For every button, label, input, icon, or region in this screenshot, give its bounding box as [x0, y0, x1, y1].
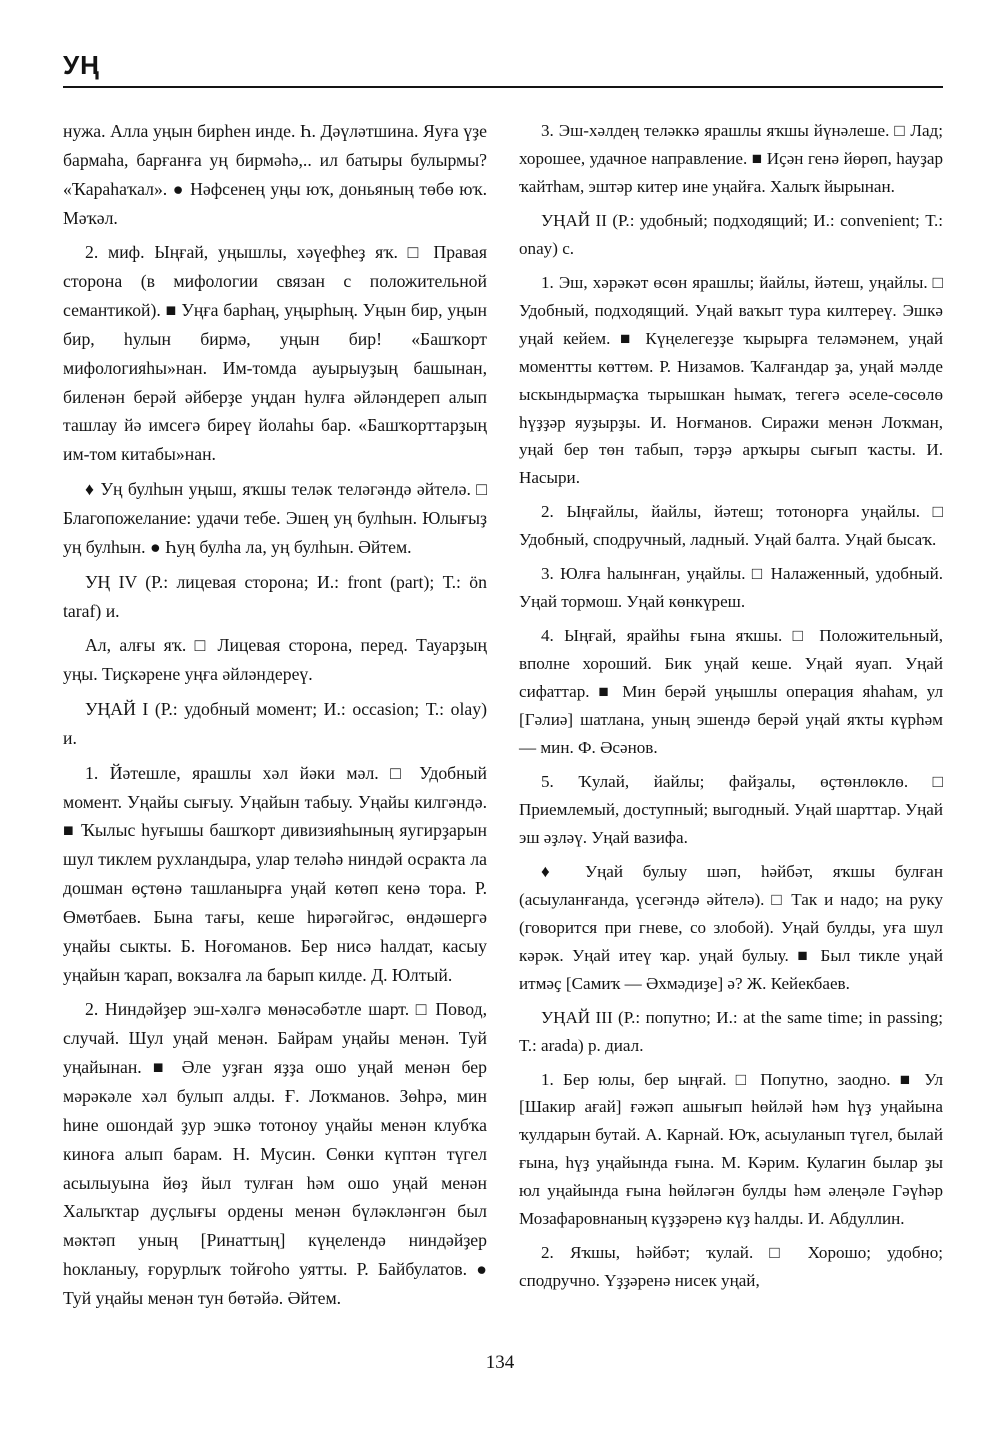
left-paragraph: 2. Ниндәйҙер эш-хәлгә мөнәсәбәтле шарт. □ Повод, случай. Шул уңай менән. Байрам уңайы менән. Туй уңайынан. ■ Әле уҙған яҙҙа ошо уңай менән бер мәрәкәле хәл булып алды. Ғ. Лоҡманов. Зөһрә, мин һине ошондай ҙур эшкә тотоноу уңайы менән клубҡа киноға алып барам. Н. Мусин. Сөнки күптән түгел асылыуына йөҙ йыл тулған һәм ошо уңай менән Халыҡтар дуҫлығы ордены менән бүләкләнгән был мәктәп уның [Ринаттың] күңелендә ниндәйҙер һокланыу, ғорурлыҡ тойғоһо уятты. Р. Байбулатов. ● Туй уңайы менән тун бөтәйә. Әйтем.: [63, 999, 487, 1308]
right-paragraph: ♦ Уңай булыу шәп, һәйбәт, яҡшы булған (асыуланғанда, үсегәндә әйтелә). □ Так и надо; на руку (говорится при гневе, со злобой). Уңай булды, уға шул кәрәк. Уңай итеү ҡар. уңай булыу. ■ Был тикле уңай итмәҫ [Самиҡ — Әхмәдиҙе] ә? Ж. Кейекбаев.: [519, 861, 943, 993]
right-paragraph: 3. Юлға һалынған, уңайлы. □ Налаженный, удобный. Уңай тормош. Уңай көнкүреш.: [519, 564, 943, 612]
right-paragraph: 4. Ыңғай, ярайһы ғына яҡшы. □ Положительный, вполне хороший. Бик уңай кеше. Уңай яуап. Уңай сифаттар. ■ Мин берәй уңышлы операция яһаһам, ул [Гәлиә] шатлана, уның эшендә берәй уңай яҡты күрһәм — мин. Ф. Әсәнов.: [519, 626, 943, 758]
right-paragraph: 1. Эш, хәрәкәт өсөн ярашлы; йайлы, йәтеш, уңайлы. □ Удобный, подходящий. Уңай ваҡыт тура килтереү. Эшкә уңай кейем. ■ Күңелегеҙҙе ҡырырға теләмәнем, уңай моментты көттөм. Р. Низамов. Ҡалғандар ҙа, уңай мәлде ыскындырмаҫҡа тырышкан һымаҡ, тегегә әселе-сөсөлө һүҙҙәр яуҙырҙы. И. Ноғманов. Сиражи менән Лоҡман, уңай бер төн табып, тәрҙә арҡыры сығып ҡасты. И. Насыри.: [519, 272, 943, 488]
left-column: [63, 117, 487, 1319]
right-paragraph: 5. Ҡулай, йайлы; файҙалы, өҫтөнлөклө. □ Приемлемый, доступный; выгодный. Уңай шарттар. Уңай эш әҙләү. Уңай вазифа.: [519, 771, 943, 847]
left-paragraph: 1. Йәтешле, ярашлы хәл йәки мәл. □ Удобный момент. Уңайы сығыу. Уңайын табыу. Уңайы килгәндә. ■ Ҡылыс һуғышы башҡорт дивизияһының яугирҙарын шул тиклем рухландыра, улар теләһә ниндәй осракта ла дошман өҫтөнә ташланырға уңай көтөп кенә тора. Р. Өмөтбаев. Бына тағы, кеше һирәгәйгәс, өндәшергә уңайы сыкты. Б. Ноғоманов. Бер нисә һалдат, касыу уңайын ҡарап, вокзалға ла барып килде. Д. Юлтый.: [63, 762, 487, 985]
left-paragraph: Ал, алғы яҡ. □ Лицевая сторона, перед. Тауарҙың уңы. Тиҫкәрене уңға әйләндереү.: [63, 635, 487, 685]
right-paragraph: 3. Эш-хәлдең теләккә ярашлы яҡшы йүнәлеше. □ Лад; хорошее, удачное направление. ■ Иҫән генә йөрөп, һауҙар ҡайтһам, эштәр китер ине уңайға. Халыҡ йырынан.: [519, 121, 943, 196]
right-column: [519, 117, 943, 1301]
running-header: [63, 46, 943, 88]
page-number: 134: [485, 1352, 515, 1373]
left-paragraph: УҢАЙ I (Р.: удобный момент; И.: occasion; Т.: olay) и.: [63, 699, 487, 748]
right-paragraph: УҢАЙ II (Р.: удобный; подходящий; И.: convenient; Т.: onay) с.: [519, 210, 943, 258]
right-paragraph: 2. Яҡшы, һәйбәт; ҡулай. □ Хорошо; удобно; сподручно. Үҙҙәренә нисек уңай,: [519, 1243, 943, 1291]
left-paragraph: ♦ Уң булһын уңыш, яҡшы теләк теләгәндә әйтелә. □ Благопожелание: удачи тебе. Эшең уң булһын. Юлығыҙ уң булһын. ● Һуң булһа ла, уң булһын. Әйтем.: [63, 479, 487, 557]
left-paragraph: УҢ IV (Р.: лицевая сторона; И.: front (part); Т.: ön taraf) и.: [63, 571, 487, 621]
left-paragraph: нужа. Алла уңын бирһен инде. Һ. Дәүләтшина. Яуға үҙе бармаһа, барғанға уң бирмәһә,.. ил батыры булырмы? «Ҡараһаҡал». ● Нәфсенең уңы юҡ, доньяның төбө юҡ. Мәҡәл.: [63, 121, 487, 228]
header-title: УҢ: [63, 50, 100, 80]
right-paragraph: 2. Ыңғайлы, йайлы, йәтеш; тотонорға уңайлы. □ Удобный, сподручный, ладный. Уңай балта. Уңай бысаҡ.: [519, 502, 943, 550]
right-paragraph: УҢАЙ III (Р.: попутно; И.: at the same time; in passing; Т.: arada) р. диал.: [519, 1007, 943, 1055]
right-paragraph: 1. Бер юлы, бер ыңғай. □ Попутно, заодно. ■ Ул [Шакир ағай] ғәжәп ашығып һөйләй һәм һүҙ уңайына ҡулдарын бутай. А. Карнай. Юҡ, асыуланып түгел, былай ғына, һүҙ уңайында ғына. М. Кәрим. Кулагин былар ҙы юл уңайында ғына һөйләгән булды һәм әлеңәле Гәүһәр Мозафаровнаның күҙҙәренә күҙ һалды. И. Абдуллин.: [519, 1069, 943, 1229]
left-paragraph: 2. миф. Ыңғай, уңышлы, хәүефһеҙ яҡ. □ Правая сторона (в мифологии связан с положительной семантикой). ■ Уңға барһаң, уңырһың. Уңын бир, уңын бир, һулын бирмә, уңын бир! «Башҡорт мифологияһы»нан. Им-томда ауырыуҙың башынан, биленән берәй әйберҙе уңдан һулға әйләндереп алып ташлау йә имсегә биреү йолаһы бар. «Башҡорттарҙың им-том китабы»нан.: [63, 242, 487, 465]
